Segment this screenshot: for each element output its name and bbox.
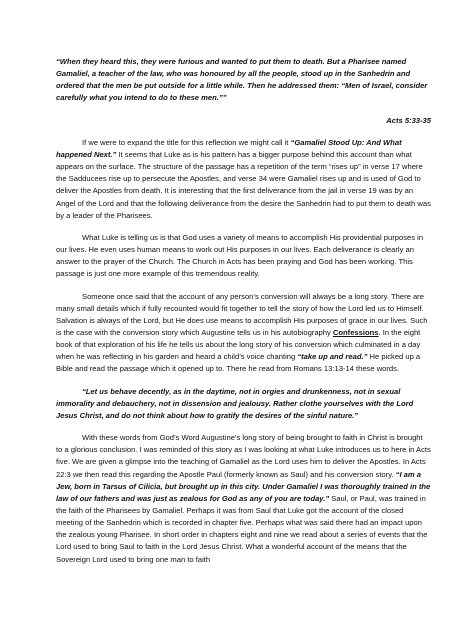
- paragraph-1-lead: If we were to expand the title for this reflection we might call it: [82, 137, 291, 147]
- paragraph-1: [56, 137, 431, 222]
- paragraph-3-part-3: He picked up a Bible and read the passage which it opened up to. There he read from Romans 13:13-14 these words.: [56, 352, 421, 374]
- child-chant-quote: “take up and read.”: [297, 352, 368, 362]
- paragraph-3-part-2: . In the eight book of that exploration of his life he tells us about the long story of his conversion which culminated in a day when he was reflecting in his garden and heard a child’s voice chanting: [56, 327, 421, 362]
- scripture-reference: Acts 5:33-35: [386, 115, 431, 125]
- paragraph-2: What Luke is telling us is that God uses a variety of means to accomplish His providential purposes in our lives. He even uses human means to work out His purposes in our lives. Each deliverance is clearly an answer to the prayer of the Church. The Church in Acts has been praying and God has been working. This passage is just one more example of this tremendous reality.: [56, 232, 424, 279]
- paragraph-4: [56, 432, 431, 566]
- paragraph-4-part-2: Saul, or Paul, was trained in the faith of the Pharisees by Gamaliel. Perhaps it was from Saul that Luke got the account of the closed meeting of the Sanhedrin which is recorded in chapter five. Perhaps what was said there had an impact upon the zealous young Pharisee. In short order in chapters eight and nine we read about a series of events that the Lord used to bring Saul to faith in the Lord Jesus Christ. What a wonderful account of the means that the Sovereign Lord used to bring one man to faith: [56, 493, 428, 564]
- opening-quote: “When they heard this, they were furious and wanted to put them to death. But a Pharisee named Gamaliel, a teacher of the law, who was honoured by all the people, stood up in the Sanhedrin and ordered that the men be put outside for a little while. Then he addressed them: “Men of Israel, consider carefully what you intend to do to these men.””: [56, 57, 428, 103]
- paragraph-4-part-1: With these words from God’s Word Augustine’s long story of being brought to faith in Christ is brought to a glorious conclusion. I was reminded of this story as I was looking at what Luke introduces us to here in Acts five. We are given a glimpse into the teaching of Gamaliel as the Lord uses him to deliver the Apostles. In Acts 22:3 we then read this regarding the Apostle Paul (formerly known as Saul) and his conversion story.: [56, 433, 431, 479]
- romans-block-quote: “Let us behave decently, as in the daytime, not in orgies and drunkenness, not in sexual immorality and debauchery, not in dissension and jealousy. Rather clothe yourselves with the Lord Jesus Christ, and do not think about how to gratify the desires of the sinful nature.”: [56, 386, 414, 420]
- paragraph-3: [56, 291, 431, 376]
- paragraph-3-part-1: Someone once said that the account of any person’s conversion will always be a long story. There are many small details which if fully recounted would fit together to tell the story of how the Lord led us to Himself. Salvation is always of the Lord, but He does use means to accomplish His purposes of grace in our lives. Such is the case with the conversion story which Augustine tells us in his autobiography: [56, 291, 428, 337]
- paragraph-1-rest: It seems that Luke as is his pattern has a bigger purpose behind this account than what appears on the surface. The structure of the passage has a repetition of the term “rises up” in verse 17 where the Sadducees rise up to persecute the Apostles, and verse 34 were Gamaliel rises up and is used of God to deliver the Apostles from death. It is interesting that the first deliverance from the jail in verse 19 was by an Angel of the Lord and that the following deliverance from the desire the Sanhedrin had to put them to death was by a leader of the Pharisees.: [56, 149, 431, 220]
- acts-22-quote: “I am a Jew, born in Tarsus of Cilicia, but brought up in this city. Under Gamaliel I was thoroughly trained in the law of our fathers and was just as zealous for God as any of you are today.”: [56, 469, 431, 503]
- reflection-title: “Gamaliel Stood Up: And What happened Next.”: [56, 137, 402, 159]
- book-title-confessions: Confessions: [332, 327, 379, 337]
